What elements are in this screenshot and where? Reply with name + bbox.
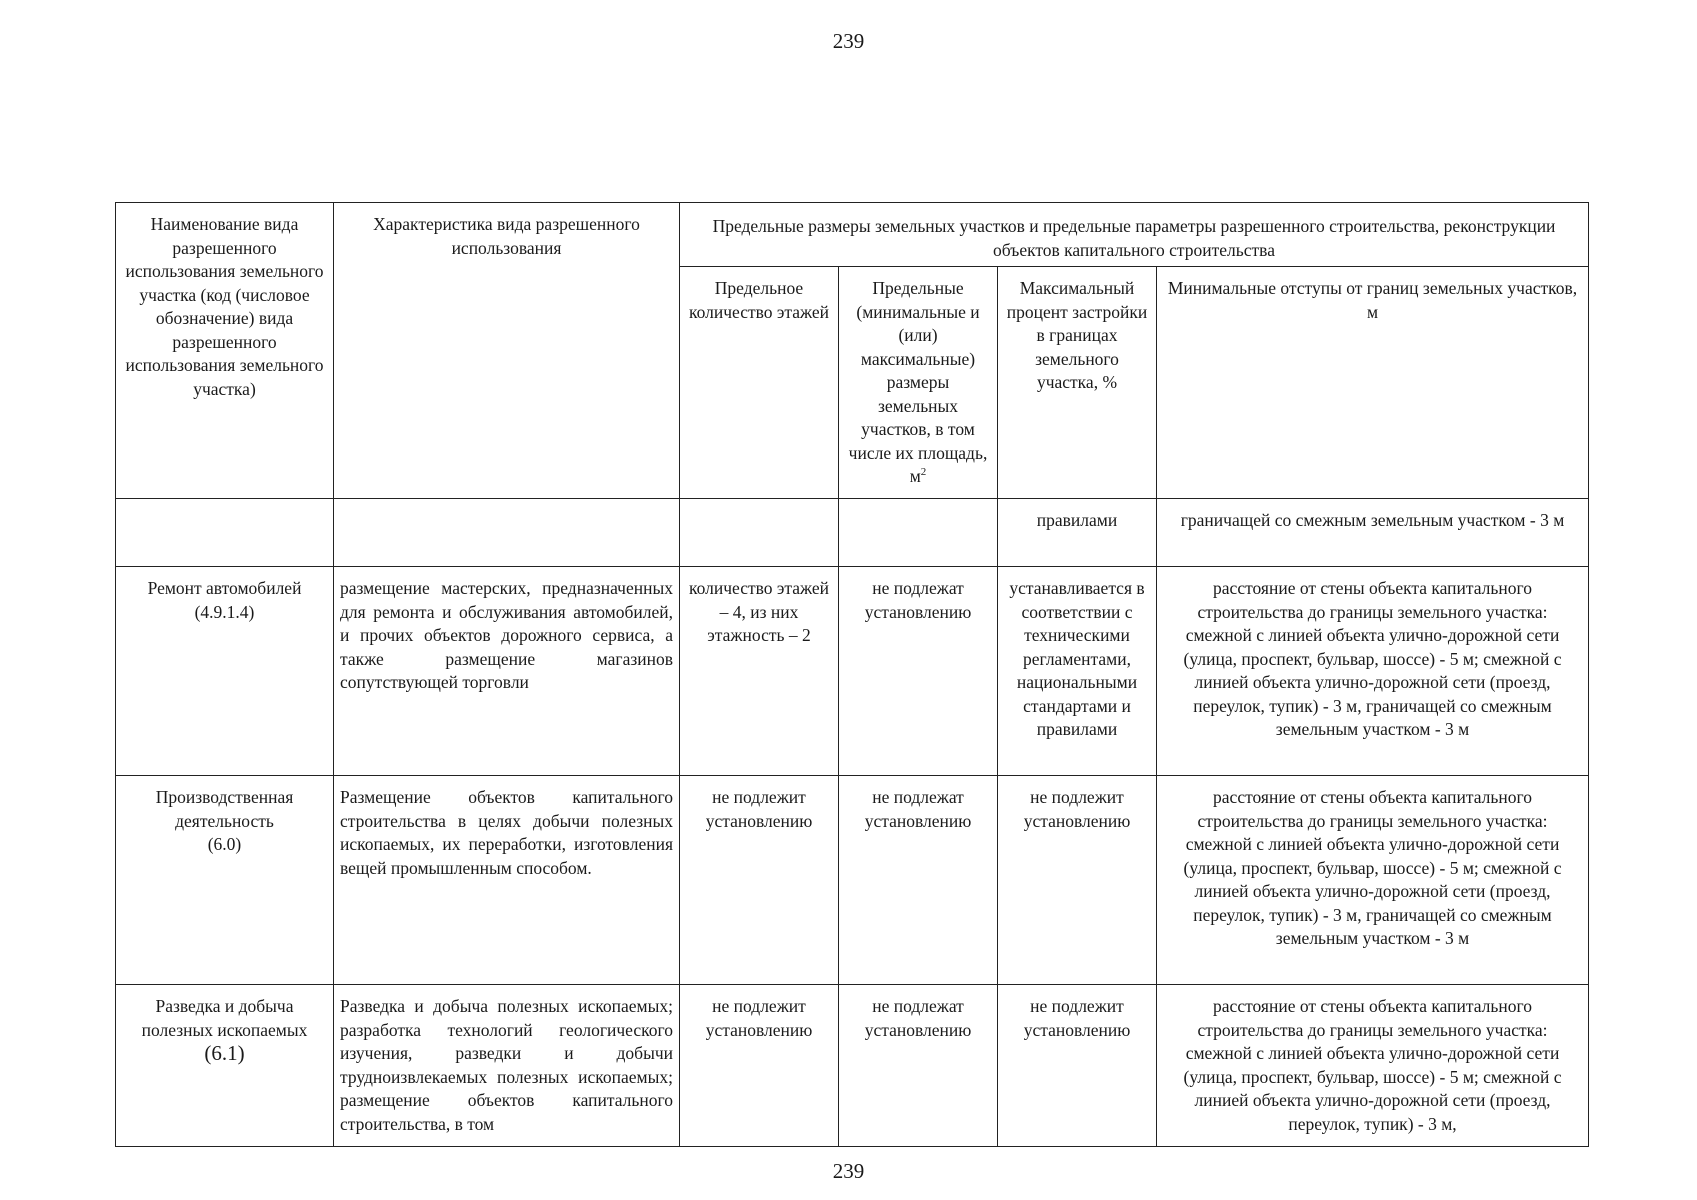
cell-use-name xyxy=(116,567,334,776)
cell-description xyxy=(334,499,680,567)
table-row xyxy=(116,776,1589,985)
cell-description: Разведка и добыча полезных ископаемых; разработка технологий геологического изучения, разведки и добычи трудноизвлекаемых полезных ископаемых; размещение объектов капитального строительства, в том xyxy=(334,985,680,1147)
use-name-text: Ремонт автомобилей xyxy=(147,578,302,598)
page-number-top: 239 xyxy=(832,29,865,53)
use-name-text: Производственная деятельность xyxy=(155,787,294,831)
cell-setbacks: расстояние от стены объекта капитального строительства до границы земельного участка: смежной с линией объекта улично-дорожной сети (улица, проспект, бульвар, шоссе) - 5 м; смежной с линией объекта улично-дорожной сети (проезд, переулок, тупик) - 3 м, xyxy=(1157,985,1589,1147)
use-code: (6.1) xyxy=(204,1041,245,1065)
table-row xyxy=(116,499,1589,567)
cell-coverage: устанавливается в соответствии с техническими регламентами, национальными стандартами и правилами xyxy=(998,567,1157,776)
cell-coverage: не подлежит установлению xyxy=(998,985,1157,1147)
cell-floors: не подлежит установлению xyxy=(680,776,839,985)
cell-use-name xyxy=(116,499,334,567)
cell-setbacks: граничащей со смежным земельным участком - 3 м xyxy=(1157,499,1589,567)
cell-description: Размещение объектов капитального строительства в целях добычи полезных ископаемых, их переработки, изготовления вещей промышленным способом. xyxy=(334,776,680,985)
header-plot-size-text: Предельные (минимальные и (или) максимальные) размеры земельных участков, в том числе их площадь, м xyxy=(848,278,988,486)
header-max-floors: Предельное количество этажей xyxy=(680,267,839,499)
page-number-bottom: 239 xyxy=(832,1159,865,1183)
cell-floors: количество этажей – 4, из них этажность – 2 xyxy=(680,567,839,776)
header-row-1 xyxy=(116,203,1589,267)
table-row xyxy=(116,985,1589,1147)
use-code: (6.0) xyxy=(207,834,242,854)
cell-use-name xyxy=(116,985,334,1147)
table-row xyxy=(116,567,1589,776)
zoning-table xyxy=(115,202,1589,1147)
cell-description: размещение мастерских, предназначенных для ремонта и обслуживания автомобилей, и прочих объектов дорожного сервиса, а также размещение магазинов сопутствующей торговли xyxy=(334,567,680,776)
use-code: (4.9.1.4) xyxy=(194,601,255,622)
cell-plot-size: не подлежат установлению xyxy=(839,567,998,776)
cell-use-name xyxy=(116,776,334,985)
cell-floors xyxy=(680,499,839,567)
cell-plot-size: не подлежат установлению xyxy=(839,776,998,985)
cell-plot-size xyxy=(839,499,998,567)
header-use-name: Наименование вида разрешенного использования земельного участка (код (числовое обозначение) вида разрешенного использования земельного участка) xyxy=(116,203,334,499)
cell-setbacks: расстояние от стены объекта капитального строительства до границы земельного участка: смежной с линией объекта улично-дорожной сети (улица, проспект, бульвар, шоссе) - 5 м; смежной с линией объекта улично-дорожной сети (проезд, переулок, тупик) - 3 м, граничащей со смежным земельным участком - 3 м xyxy=(1157,567,1589,776)
header-parameters-group: Предельные размеры земельных участков и предельные параметры разрешенного строительства, реконструкции объектов капитального строительства xyxy=(680,203,1589,267)
cell-floors: не подлежит установлению xyxy=(680,985,839,1147)
cell-coverage: не подлежит установлению xyxy=(998,776,1157,985)
cell-coverage: правилами xyxy=(998,499,1157,567)
header-plot-size xyxy=(839,267,998,499)
use-name-text: Разведка и добыча полезных ископаемых xyxy=(141,996,308,1040)
cell-setbacks: расстояние от стены объекта капитального строительства до границы земельного участка: смежной с линией объекта улично-дорожной сети (улица, проспект, бульвар, шоссе) - 5 м; смежной с линией объекта улично-дорожной сети (проезд, переулок, тупик) - 3 м, граничащей со смежным земельным участком - 3 м xyxy=(1157,776,1589,985)
header-plot-size-sup: 2 xyxy=(920,466,927,479)
header-max-coverage: Максимальный процент застройки в границах земельного участка, % xyxy=(998,267,1157,499)
header-use-description: Характеристика вида разрешенного использования xyxy=(334,203,680,499)
header-min-setbacks: Минимальные отступы от границ земельных участков, м xyxy=(1157,267,1589,499)
cell-plot-size: не подлежат установлению xyxy=(839,985,998,1147)
